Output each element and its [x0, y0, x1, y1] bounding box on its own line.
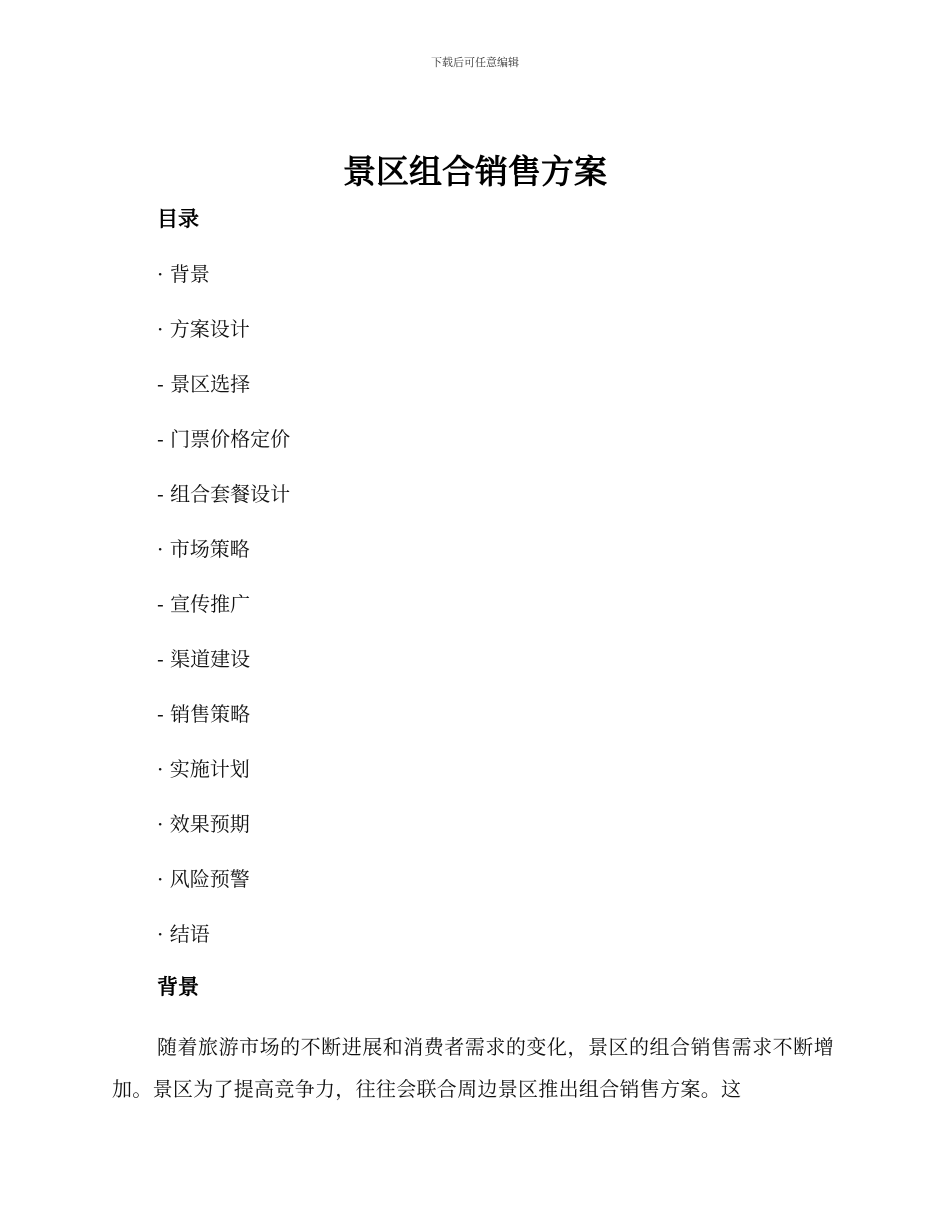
toc-item-ticket-pricing: - 门票价格定价: [157, 427, 291, 451]
toc-item-plan-design: · 方案设计: [157, 317, 250, 341]
background-heading: 背景: [157, 975, 199, 999]
toc-item-expected-effect: · 效果预期: [157, 812, 250, 836]
toc-item-scenic-selection: - 景区选择: [157, 372, 251, 396]
toc-item-promotion: - 宣传推广: [157, 592, 251, 616]
page-header-note: 下载后可任意编辑: [431, 56, 519, 69]
background-paragraph: 随着旅游市场的不断进展和消费者需求的变化，景区的组合销售需求不断增加。景区为了提高竞争力，往往会联合周边景区推出组合销售方案。这: [112, 1035, 834, 1101]
document-title: 景区组合销售方案: [343, 152, 607, 191]
toc-heading: 目录: [157, 207, 199, 231]
toc-item-market-strategy: · 市场策略: [157, 537, 250, 561]
table-of-contents: [157, 260, 290, 975]
toc-item-risk-warning: · 风险预警: [157, 867, 250, 891]
toc-item-sales-strategy: - 销售策略: [157, 702, 251, 726]
toc-item-conclusion: · 结语: [157, 922, 210, 946]
toc-item-implementation-plan: · 实施计划: [157, 757, 250, 781]
toc-item-package-design: - 组合套餐设计: [157, 482, 291, 506]
toc-item-background: · 背景: [157, 262, 210, 286]
toc-item-channel-building: - 渠道建设: [157, 647, 251, 671]
